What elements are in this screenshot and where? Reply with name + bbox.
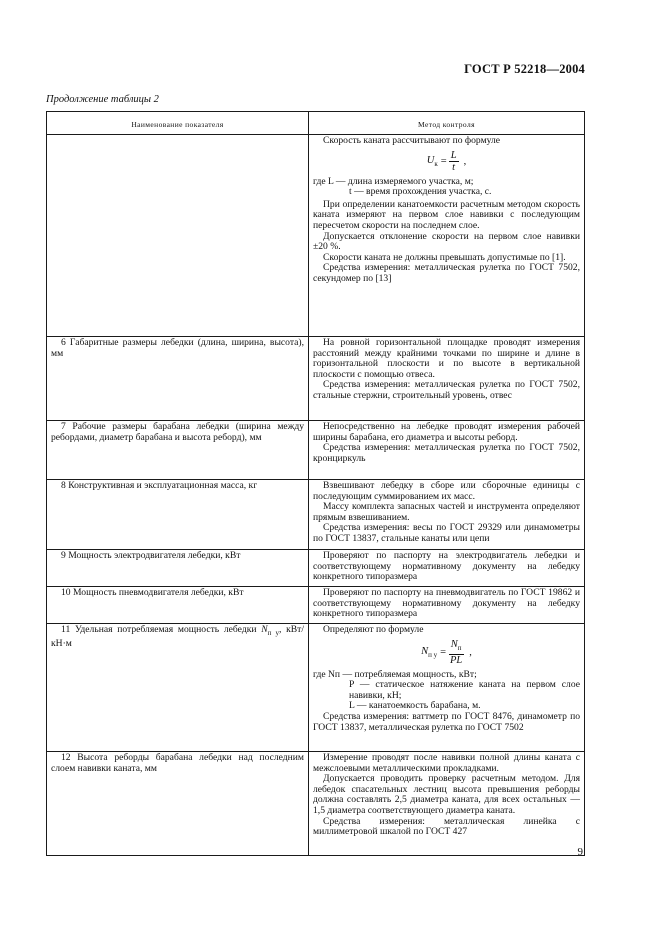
indicator-symbol-sub: п у: [267, 628, 279, 637]
method-text: Средства измерения: металлическая рулетка по ГОСТ 7502, стальные стержни, строительный уровень, отвес: [313, 379, 580, 401]
indicator-cell: 6 Габаритные размеры лебедки (длина, ширина, высота), мм: [47, 337, 309, 421]
method-text: t — время прохождения участка, с.: [349, 186, 492, 198]
method-cell: [309, 421, 585, 480]
method-text: Скорость каната рассчитывают по формуле: [323, 135, 501, 146]
column-header-method: Метод контроля: [309, 112, 585, 135]
rope-speed-formula: [313, 150, 580, 173]
table-row: [47, 550, 585, 587]
method-text: Определяют по формуле: [323, 624, 424, 635]
formula-lhs: $U_к$: [426, 154, 438, 168]
method-text: Допускается проводить проверку расчетным методом. Для лебедок спасательных лестниц высота превышения реборды должна составлять 2,5 диаметра каната, для всех остальных — 1,5 диаметра соответствующего диаметра каната.: [313, 773, 580, 816]
indicator-cell: 12 Высота реборды барабана лебедки над последним слоем навивки каната, мм: [47, 752, 309, 856]
formula-punct: ,: [463, 155, 467, 167]
method-text: Средства измерения: весы по ГОСТ 29329 или динамометры по ГОСТ 13837, стальные канаты или цепи: [313, 522, 580, 544]
formula-fraction: [448, 639, 464, 666]
formula-equals: =: [440, 646, 447, 658]
indicator-cell: [47, 624, 309, 752]
specific-power-formula: [313, 639, 580, 666]
method-text: Массу комплекта запасных частей и инструмента определяют прямым взвешиванием.: [313, 501, 580, 523]
method-text: Средства измерения: металлическая рулетка по ГОСТ 7502, кронциркуль: [313, 442, 580, 464]
indicator-symbol: N: [261, 624, 268, 635]
table-header-row: [47, 112, 585, 135]
method-text: Взвешивают лебедку в сборе или сборочные единицы с последующим суммированием их масс.: [313, 480, 580, 502]
method-cell: [309, 135, 585, 337]
method-text: Непосредственно на лебедке проводят измерения рабочей ширины барабана, его диаметра и высоты реборд.: [313, 421, 580, 443]
table-caption: Продолжение таблицы 2: [46, 94, 159, 105]
method-text: Средства измерения: металлическая рулетка по ГОСТ 7502, секундомер по [13]: [313, 262, 580, 284]
formula-denominator: PL: [450, 654, 463, 666]
formula-punct: ,: [469, 646, 472, 658]
indicator-cell: 8 Конструктивная и эксплуатационная масса, кг: [47, 480, 309, 550]
indicator-cell: 9 Мощность электродвигателя лебедки, кВт: [47, 550, 309, 587]
method-text: Скорости каната не должны превышать допустимые по [1].: [323, 251, 566, 263]
table-row: [47, 135, 585, 337]
indicator-unit: , кВт/кН·м: [51, 624, 305, 649]
indicator-text: 11 Удельная потребляемая мощность лебедки: [61, 624, 262, 635]
table-row: [47, 337, 585, 421]
method-text: Средства измерения: металлическая линейка с миллиметровой шкалой по ГОСТ 427: [313, 815, 580, 838]
method-text: где Nп — потребляемая мощность, кВт;: [313, 668, 477, 680]
table-row: [47, 752, 585, 856]
page-number: 9: [577, 846, 583, 858]
formula-equals: =: [440, 155, 447, 167]
table-row: [47, 587, 585, 624]
method-cell: [309, 752, 585, 856]
formula-fraction: [449, 150, 459, 173]
method-text: L — канатоемкость барабана, м.: [349, 700, 481, 712]
formula-lhs: $N_{п у}$: [421, 645, 438, 659]
document-code: ГОСТ Р 52218—2004: [464, 62, 585, 76]
table-row: [47, 624, 585, 752]
indicator-cell: [47, 135, 309, 337]
method-text: Измерение проводят после навивки полной длины каната с межслоевыми металлическими прокладками.: [313, 752, 580, 774]
formula-denominator: t: [452, 161, 456, 173]
method-text: Допускается отклонение скорости на первом слое навивки ±20 %.: [313, 230, 580, 253]
method-cell: [309, 337, 585, 421]
indicator-cell: 10 Мощность пневмодвигателя лебедки, кВт: [47, 587, 309, 624]
method-cell: [309, 587, 585, 624]
method-text: При определении канатоемкости расчетным методом скорость каната измеряют на первом слое навивки с последующим пересчетом скорости на последнем слое.: [313, 198, 580, 231]
method-text: где L — длина измеряемого участка, м;: [313, 175, 474, 187]
method-text: P — статическое натяжение каната на первом слое навивки, кН;: [349, 679, 580, 701]
method-text: Проверяют по паспорту на электродвигатель лебедки и соответствующему нормативному документу на лебедку конкретного типоразмера: [313, 550, 580, 583]
method-text: Средства измерения: ваттметр по ГОСТ 8476, динамометр по ГОСТ 13837, металлическая рулетка по ГОСТ 7502: [313, 711, 580, 733]
method-cell: [309, 624, 585, 752]
method-cell: [309, 480, 585, 550]
formula-numerator: L: [450, 149, 457, 161]
control-methods-table: [46, 111, 585, 856]
indicator-cell: 7 Рабочие размеры барабана лебедки (ширина между ребордами, диаметр барабана и высота реборд), мм: [47, 421, 309, 480]
method-text: Проверяют по паспорту на пневмодвигатель по ГОСТ 19862 и соответствующему нормативному документу на лебедку конкретного типоразмера: [313, 587, 580, 620]
column-header-indicator: Наименование показателя: [47, 112, 309, 135]
method-cell: [309, 550, 585, 587]
table-row: [47, 480, 585, 550]
method-text: На ровной горизонтальной площадке проводят измерения расстояний между крайними точками по ширине и длине в горизонтальной плоскости и по высоте в вертикальной плоскости с помощью отвеса.: [313, 337, 580, 380]
table-row: [47, 421, 585, 480]
formula-numerator: $N_п$: [449, 639, 464, 655]
